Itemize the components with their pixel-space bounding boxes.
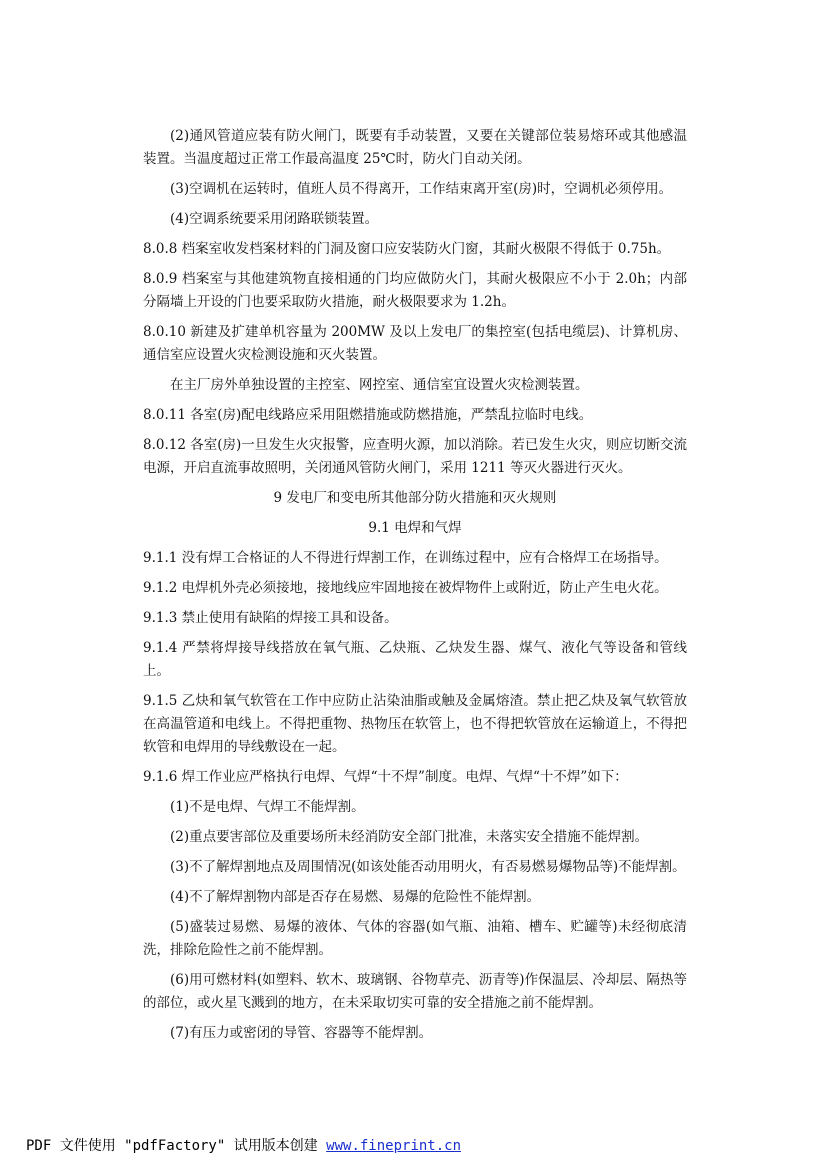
para-9-1-6: 9.1.6 焊工作业应严格执行电焊、气焊“十不焊”制度。电焊、气焊“十不焊”如下：	[143, 769, 628, 785]
list-item-5: (5)盛装过易燃、易爆的液体、气体的容器(如气瓶、油箱、槽车、贮罐等)未经彻底清洗，排除危险性之前不能焊割。	[143, 919, 687, 958]
para-9-1-4: 9.1.4 严禁将焊接导线搭放在氧气瓶、乙炔瓶、乙炔发生器、煤气、液化气等设备和管线上。	[143, 640, 687, 679]
para-9-1-1: 9.1.1 没有焊工合格证的人不得进行焊割工作，在训练过程中，应有合格焊工在场指导。	[143, 550, 668, 566]
document-body	[143, 125, 687, 1052]
para-9-1-5: 9.1.5 乙炔和氧气软管在工作中应防止沾染油脂或触及金属熔渣。禁止把乙炔及氧气软管放在高温管道和电线上。不得把重物、热物压在软管上，也不得把软管放在运输道上，不得把软管和电焊用的导线敷设在一起。	[143, 693, 687, 755]
list-item-3: (3)不了解焊割地点及周围情况(如该处能否动用明火，有否易燃易爆物品等)不能焊割。	[170, 859, 686, 875]
para-8-0-8: 8.0.8 档案室收发档案材料的门洞及窗口应安装防火门窗，其耐火极限不得低于 0.75h。	[143, 241, 671, 257]
para-8-0-7-4: (4)空调系统要采用闭路联锁装置。	[170, 211, 379, 227]
para-9-1-3: 9.1.3 禁止使用有缺陷的焊接工具和设备。	[143, 610, 398, 626]
section-9-1-heading: 9.1 电焊和气焊	[368, 520, 462, 536]
list-item-6: (6)用可燃材料(如塑料、软木、玻璃钢、谷物草壳、沥青等)作保温层、冷却层、隔热等的部位，或火星飞溅到的地方，在未采取切实可靠的安全措施之前不能焊割。	[143, 972, 687, 1011]
para-8-0-10: 8.0.10 新建及扩建单机容量为 200MW 及以上发电厂的集控室(包括电缆层)、计算机房、通信室应设置火灾检测设施和灭火装置。	[143, 324, 687, 363]
para-8-0-10-note: 在主厂房外单独设置的主控室、网控室、通信室宜设置火灾检测装置。	[170, 377, 589, 393]
para-8-0-7-3: (3)空调机在运转时，值班人员不得离开，工作结束离开室(房)时，空调机必须停用。	[170, 181, 673, 197]
para-8-0-11: 8.0.11 各室(房)配电线路应采用阻燃措施或防燃措施，严禁乱拉临时电线。	[143, 407, 593, 423]
para-8-0-12: 8.0.12 各室(房)一旦发生火灾报警，应查明火源，加以消除。若已发生火灾，则应切断交流电源，开启直流事故照明，关闭通风管防火闸门，采用 1211 等灭火器进行灭火。	[143, 437, 687, 476]
list-item-2: (2)重点要害部位及重要场所未经消防安全部门批准，未落实安全措施不能焊割。	[170, 829, 649, 845]
footer-link[interactable]: www.fineprint.cn	[326, 1138, 462, 1154]
list-item-1: (1)不是电焊、气焊工不能焊割。	[170, 799, 365, 815]
list-item-7: (7)有压力或密闭的导管、容器等不能焊割。	[170, 1025, 433, 1041]
para-8-0-9: 8.0.9 档案室与其他建筑物直接相通的门均应做防火门，其耐火极限应不小于 2.0h；内部分隔墙上开设的门也要采取防火措施，耐火极限要求为 1.2h。	[143, 271, 687, 310]
list-item-4: (4)不了解焊割物内部是否存在易燃、易爆的危险性不能焊割。	[170, 889, 541, 905]
pdf-footer	[26, 1135, 461, 1155]
chapter-9-heading: 9 发电厂和变电所其他部分防火措施和灭火规则	[273, 490, 557, 506]
para-8-0-7-2: (2)通风管道应装有防火闸门，既要有手动装置，又要在关键部位装易熔环或其他感温装置。当温度超过正常工作最高温度 25℃时，防火门自动关闭。	[143, 128, 687, 167]
para-9-1-2: 9.1.2 电焊机外壳必须接地，接地线应牢固地接在被焊物件上或附近，防止产生电火花。	[143, 580, 668, 596]
footer-text: PDF 文件使用 "pdfFactory" 试用版本创建	[26, 1138, 327, 1154]
